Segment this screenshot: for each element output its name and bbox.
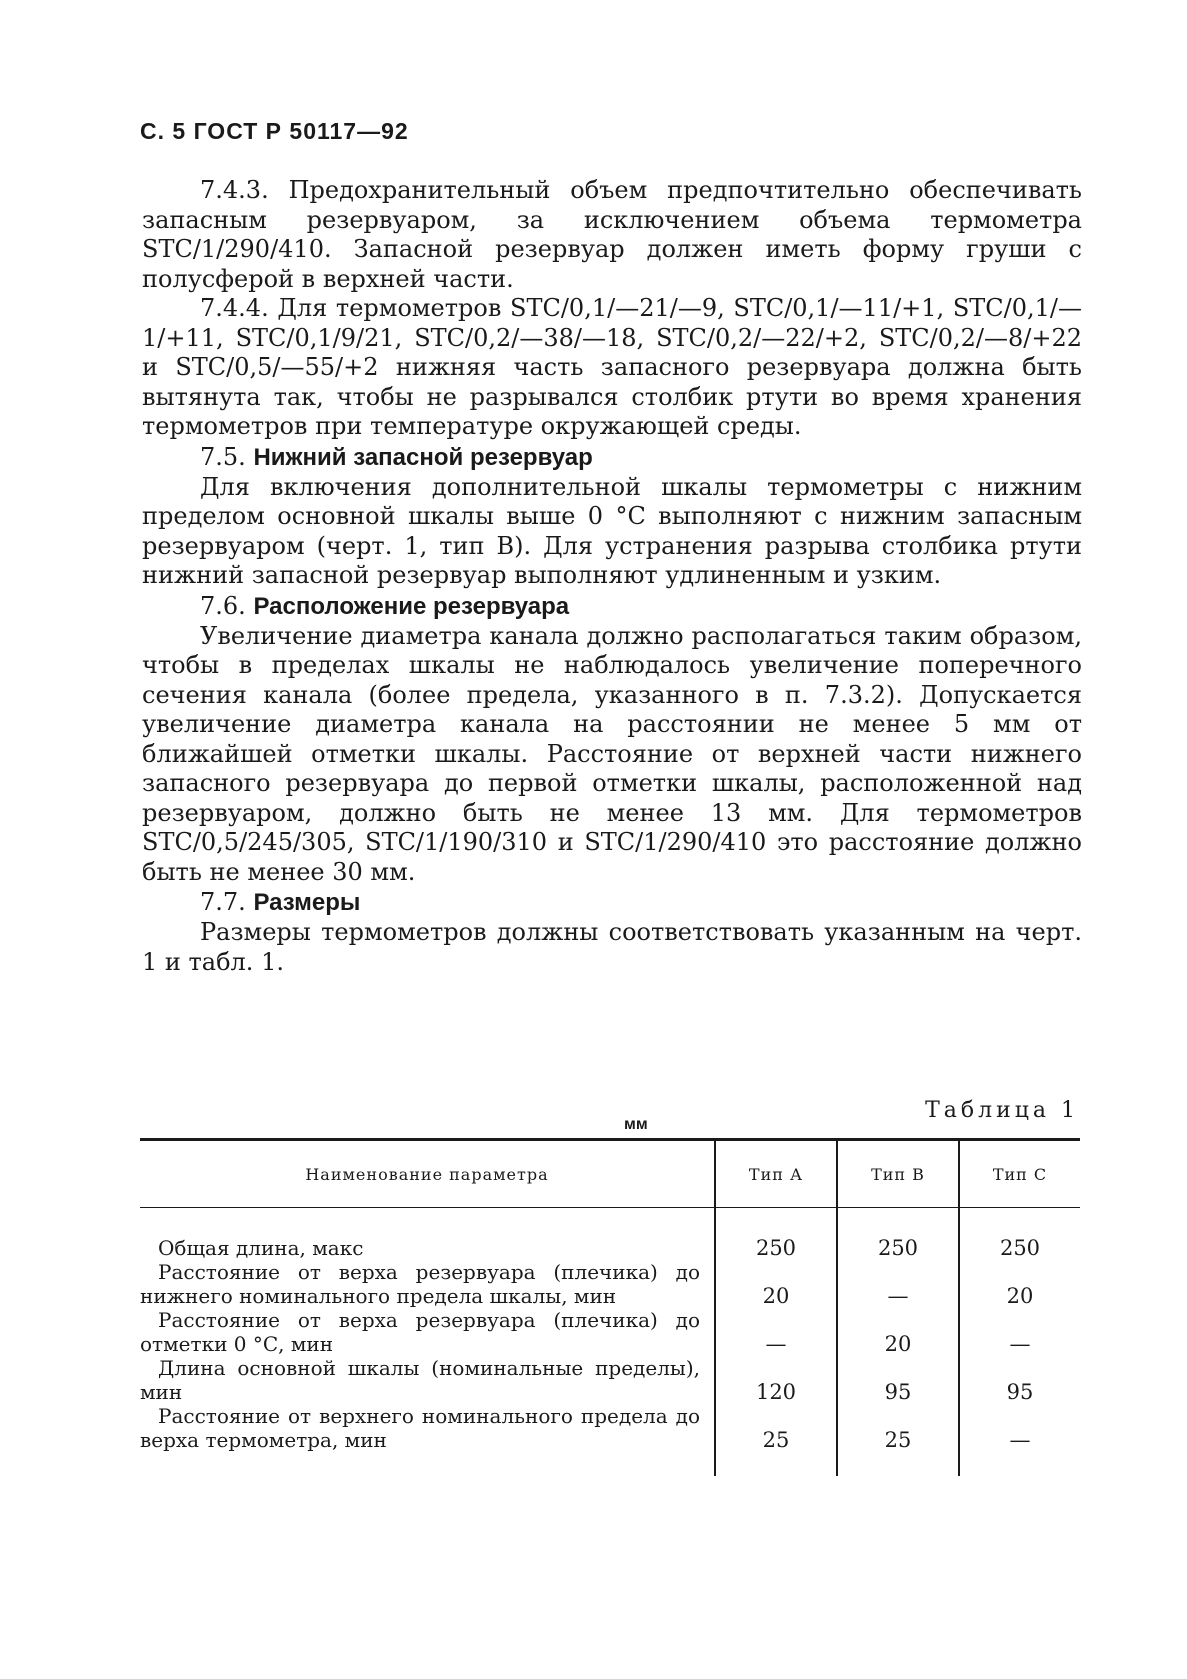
section-heading-7-6	[142, 591, 1082, 622]
body-text	[142, 176, 1082, 977]
table-cell: 25	[762, 1428, 790, 1452]
table-cell: 20	[1006, 1284, 1034, 1308]
table-row-name: Расстояние от верха резервуара (плечика) до отметки 0 °С, мин	[140, 1308, 700, 1356]
table-body	[140, 1208, 1080, 1477]
section-title: Расположение резервуара	[253, 592, 570, 620]
table-row-name: Расстояние от верхнего номинального предела до верха термометра, мин	[140, 1404, 700, 1452]
section-title: Размеры	[253, 889, 361, 916]
table-cell: —	[1009, 1332, 1031, 1356]
table-cell: 95	[1006, 1380, 1034, 1404]
table-row-name: Длина основной шкалы (номинальные пределы), мин	[140, 1356, 700, 1404]
section-title: Нижний запасной резервуар	[253, 443, 593, 471]
table-cell: 20	[884, 1332, 912, 1356]
table-row-name: Расстояние от верха резервуара (плечика) до нижнего номинального предела шкалы, мин	[140, 1260, 700, 1308]
table-title: Таблица 1	[925, 1098, 1079, 1123]
header-type-b: Тип В	[837, 1140, 959, 1208]
table-cell: 250	[755, 1236, 797, 1260]
table-header-row	[140, 1140, 1080, 1208]
header-type-c: Тип С	[959, 1140, 1080, 1208]
table-cell: 120	[755, 1380, 797, 1404]
paragraph-7-5: Для включения дополнительной шкалы термометры с нижним пределом основной шкалы выше 0 °С выполняют с нижним запасным резервуаром (черт. 1, тип В). Для устранения разрыва столбика ртути нижний запасной резервуар выполняют удлиненным и узким.	[142, 472, 1082, 589]
table-cell: —	[765, 1332, 787, 1356]
table-cell: 95	[884, 1380, 912, 1404]
table-cell: —	[887, 1284, 909, 1308]
parameter-names-cell	[140, 1208, 715, 1477]
section-number: 7.6.	[200, 591, 246, 620]
paragraph-7-4-4: 7.4.4. Для термометров STC/0,1/—21/—9, STC/0,1/—11/+1, STC/0,1/—1/+11, STC/0,1/9/21, STC/0,2/—38/—18, STC/0,2/—22/+2, STC/0,2/—8/+22 и STC/0,5/—55/+2 нижняя часть запасного резервуара должна быть вытянута так, чтобы не разрывался столбик ртути во время хранения термометров при температуре окружающей среды.	[142, 294, 1082, 440]
type-c-values-cell	[959, 1208, 1080, 1477]
type-a-values-cell	[715, 1208, 837, 1477]
section-number: 7.5.	[200, 442, 246, 471]
table-units: мм	[624, 1116, 648, 1133]
dimensions-table	[140, 1138, 1080, 1476]
paragraph-7-6: Увеличение диаметра канала должно располагаться таким образом, чтобы в пределах шкалы не наблюдалось увеличение поперечного сечения канала (более предела, указанного в п. 7.3.2). Допускается увеличение диаметра канала на расстоянии не менее 5 мм от ближайшей отметки шкалы. Расстояние от верхней части нижнего запасного резервуара до первой отметки шкалы, расположенной над резервуаром, должно быть не менее 13 мм. Для термометров STC/0,5/245/305, STC/1/190/310 и STC/1/290/410 это расстояние должно быть не менее 30 мм.	[142, 621, 1082, 886]
table-cell: 250	[999, 1236, 1041, 1260]
type-b-values-cell	[837, 1208, 959, 1477]
paragraph-7-4-3: 7.4.3. Предохранительный объем предпочтительно обеспечивать запасным резервуаром, за исключением объема термометра STC/1/290/410. Запасной резервуар должен иметь форму груши с полусферой в верхней части.	[142, 176, 1082, 293]
table-row-name: Общая длина, макс	[158, 1236, 364, 1260]
paragraph-7-7: Размеры термометров должны соответствовать указанным на черт. 1 и табл. 1.	[142, 918, 1082, 976]
page-header: С. 5 ГОСТ Р 50117—92	[140, 118, 409, 144]
section-number: 7.7.	[200, 888, 246, 916]
table-cell: 20	[762, 1284, 790, 1308]
header-parameter-name: Наименование параметра	[140, 1140, 715, 1208]
table-cell: 25	[884, 1428, 912, 1452]
table-cell: —	[1009, 1428, 1031, 1452]
table-cell: 250	[877, 1236, 919, 1260]
section-heading-7-7	[142, 887, 1082, 918]
section-heading-7-5	[142, 442, 1082, 473]
header-type-a: Тип А	[715, 1140, 837, 1208]
